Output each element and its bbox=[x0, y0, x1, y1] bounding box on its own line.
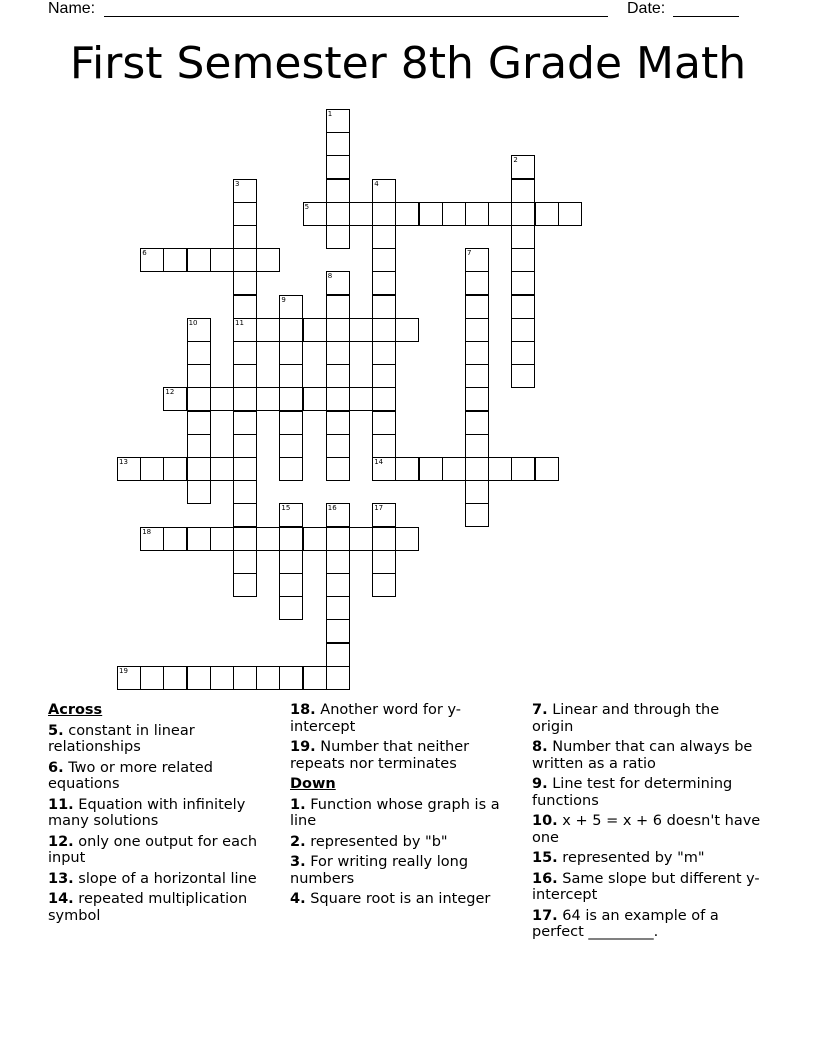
crossword-cell[interactable] bbox=[233, 318, 257, 342]
clue-item bbox=[290, 891, 522, 908]
clue-number: 14 bbox=[374, 458, 384, 466]
clue-number: 19 bbox=[119, 666, 128, 675]
crossword-cell[interactable] bbox=[163, 527, 187, 551]
crossword-cell[interactable] bbox=[326, 225, 350, 249]
crossword-cell[interactable] bbox=[233, 550, 257, 574]
clue-item-number: 19. bbox=[290, 739, 316, 755]
crossword-cell[interactable] bbox=[372, 179, 396, 203]
clue-number: 18 bbox=[142, 527, 152, 536]
crossword-cell[interactable] bbox=[140, 527, 164, 551]
clue-section-heading: Across bbox=[48, 702, 103, 718]
crossword-cell[interactable] bbox=[233, 434, 257, 458]
clue-number: 13 bbox=[119, 458, 128, 466]
crossword-cell[interactable] bbox=[511, 364, 535, 388]
crossword-cell[interactable] bbox=[326, 411, 350, 435]
crossword-cell[interactable] bbox=[395, 457, 419, 481]
clue-number: 15 bbox=[281, 504, 291, 513]
crossword-cell[interactable] bbox=[233, 573, 257, 597]
crossword-cell[interactable] bbox=[233, 202, 257, 226]
crossword-cell[interactable] bbox=[511, 271, 535, 295]
crossword-cell[interactable] bbox=[326, 341, 350, 365]
crossword-cell[interactable] bbox=[163, 457, 187, 481]
crossword-cell[interactable] bbox=[372, 550, 396, 574]
crossword-cell[interactable] bbox=[511, 155, 535, 179]
crossword-cell[interactable] bbox=[326, 132, 350, 156]
clue-number: 7 bbox=[467, 249, 472, 258]
clue-item bbox=[48, 760, 280, 793]
clue-item-text: Two or more related equations bbox=[48, 759, 213, 792]
crossword-cell[interactable] bbox=[279, 364, 303, 388]
clue-item-number: 5. bbox=[48, 722, 64, 739]
clue-item-text: For writing really long numbers bbox=[290, 854, 469, 887]
crossword-cell[interactable] bbox=[511, 457, 535, 481]
crossword-cell[interactable] bbox=[511, 318, 535, 342]
clue-number: 16 bbox=[327, 504, 337, 513]
clue-number: 9 bbox=[281, 295, 286, 304]
crossword-cell[interactable] bbox=[326, 619, 350, 643]
crossword-cell[interactable] bbox=[349, 527, 373, 551]
crossword-cell[interactable] bbox=[233, 341, 257, 365]
crossword-cell[interactable] bbox=[256, 387, 280, 411]
clue-item bbox=[532, 776, 764, 809]
crossword-cell[interactable] bbox=[256, 527, 280, 551]
clue-number: 17 bbox=[374, 504, 384, 513]
crossword-cell[interactable] bbox=[210, 666, 234, 690]
clue-item-text: Square root is an integer bbox=[310, 891, 491, 907]
crossword-cell[interactable] bbox=[326, 271, 350, 295]
clue-item bbox=[48, 891, 280, 924]
page-title: First Semester 8th Grade Math bbox=[69, 38, 747, 89]
clue-item-text: Number that neither repeats nor terminates bbox=[290, 739, 470, 772]
clue-item bbox=[532, 739, 764, 772]
crossword-cell[interactable] bbox=[372, 202, 396, 226]
crossword-cell[interactable] bbox=[210, 248, 234, 272]
crossword-cell[interactable] bbox=[372, 225, 396, 249]
clue-number: 5 bbox=[304, 202, 310, 211]
crossword-cell[interactable] bbox=[233, 666, 257, 690]
crossword-cell[interactable] bbox=[233, 364, 257, 388]
crossword-cell[interactable] bbox=[465, 434, 489, 458]
crossword-cell[interactable] bbox=[210, 457, 234, 481]
crossword-cell[interactable] bbox=[233, 295, 257, 319]
crossword-cell[interactable] bbox=[326, 643, 350, 667]
clue-number: 11 bbox=[235, 318, 244, 327]
crossword-cell[interactable] bbox=[163, 666, 187, 690]
clue-item-text: only one output for each input bbox=[48, 833, 258, 866]
crossword-cell[interactable] bbox=[442, 202, 466, 226]
crossword-cell[interactable] bbox=[303, 387, 327, 411]
crossword-cell[interactable] bbox=[256, 666, 280, 690]
clue-item bbox=[48, 723, 280, 756]
crossword-cell[interactable] bbox=[465, 202, 489, 226]
crossword-cell[interactable] bbox=[279, 503, 303, 527]
crossword-cell[interactable] bbox=[187, 411, 211, 435]
clue-item-number: 11. bbox=[48, 796, 74, 813]
crossword-cell[interactable] bbox=[395, 318, 419, 342]
crossword-cell[interactable] bbox=[349, 202, 373, 226]
crossword-cell[interactable] bbox=[511, 295, 535, 319]
clue-item-number: 4. bbox=[290, 891, 306, 907]
crossword-cell[interactable] bbox=[233, 411, 257, 435]
clue-section-heading: Down bbox=[290, 776, 336, 792]
clue-item bbox=[532, 850, 764, 867]
crossword-cell[interactable] bbox=[372, 434, 396, 458]
crossword-cell[interactable] bbox=[117, 666, 141, 690]
clue-item-number: 9. bbox=[532, 776, 548, 792]
crossword-cell[interactable] bbox=[511, 179, 535, 203]
crossword-cell[interactable] bbox=[326, 550, 350, 574]
crossword-cell[interactable] bbox=[372, 527, 396, 551]
crossword-cell[interactable] bbox=[163, 387, 187, 411]
clue-number: 12 bbox=[165, 388, 175, 397]
crossword-cell[interactable] bbox=[279, 341, 303, 365]
crossword-cell[interactable] bbox=[187, 387, 211, 411]
crossword-cell[interactable] bbox=[279, 573, 303, 597]
crossword-cell[interactable] bbox=[326, 596, 350, 620]
crossword-cell[interactable] bbox=[233, 248, 257, 272]
clue-item bbox=[290, 702, 522, 735]
crossword-cell[interactable] bbox=[187, 318, 211, 342]
crossword-cell[interactable] bbox=[326, 109, 350, 133]
crossword-cell[interactable] bbox=[511, 225, 535, 249]
crossword-cell[interactable] bbox=[372, 364, 396, 388]
crossword-cell[interactable] bbox=[465, 480, 489, 504]
crossword-cell[interactable] bbox=[465, 503, 489, 527]
crossword-cell[interactable] bbox=[303, 666, 327, 690]
clue-item-text: repeated multiplication symbol bbox=[48, 891, 248, 924]
crossword-cell[interactable] bbox=[465, 411, 489, 435]
crossword-cell[interactable] bbox=[187, 457, 211, 481]
crossword-cell[interactable] bbox=[465, 248, 489, 272]
crossword-cell[interactable] bbox=[279, 387, 303, 411]
clue-item-number: 7. bbox=[532, 702, 548, 718]
crossword-cell[interactable] bbox=[372, 573, 396, 597]
name-label: Name: bbox=[48, 0, 96, 17]
crossword-cell[interactable] bbox=[326, 503, 350, 527]
clue-item-text: Line test for determining functions bbox=[532, 776, 733, 809]
crossword-cell[interactable] bbox=[372, 248, 396, 272]
crossword-cell[interactable] bbox=[326, 457, 350, 481]
crossword-cell[interactable] bbox=[326, 179, 350, 203]
clue-item-number: 17. bbox=[532, 907, 558, 924]
crossword-cell[interactable] bbox=[349, 387, 373, 411]
crossword-cell[interactable] bbox=[233, 225, 257, 249]
crossword-cell[interactable] bbox=[372, 387, 396, 411]
crossword-cell[interactable] bbox=[279, 596, 303, 620]
crossword-cell[interactable] bbox=[465, 364, 489, 388]
clue-item-text: Another word for y-intercept bbox=[290, 702, 461, 735]
crossword-cell[interactable] bbox=[326, 573, 350, 597]
clue-item bbox=[48, 797, 280, 830]
clue-column-3 bbox=[532, 702, 764, 945]
crossword-cell[interactable] bbox=[326, 202, 350, 226]
clue-column-1 bbox=[48, 702, 280, 928]
crossword-cell[interactable] bbox=[511, 248, 535, 272]
clue-number: 2 bbox=[513, 156, 518, 165]
clue-item bbox=[532, 813, 764, 846]
crossword-cell[interactable] bbox=[279, 666, 303, 690]
clue-item-text: slope of a horizontal line bbox=[78, 870, 257, 887]
crossword-cell[interactable] bbox=[372, 341, 396, 365]
crossword-cell[interactable] bbox=[419, 457, 443, 481]
crossword-cell[interactable] bbox=[395, 202, 419, 226]
clue-item-text: Number that can always be written as a ratio bbox=[532, 739, 753, 772]
crossword-cell[interactable] bbox=[233, 179, 257, 203]
crossword-cell[interactable] bbox=[279, 527, 303, 551]
crossword-cell[interactable] bbox=[279, 411, 303, 435]
clue-item-number: 14. bbox=[48, 891, 74, 907]
crossword-cell[interactable] bbox=[372, 411, 396, 435]
clue-item-text: Linear and through the origin bbox=[532, 702, 720, 735]
clue-item-text: represented by "m" bbox=[562, 850, 705, 866]
clue-number: 8 bbox=[327, 272, 333, 281]
crossword-cell[interactable] bbox=[442, 457, 466, 481]
crossword-cell[interactable] bbox=[488, 457, 512, 481]
clue-column-2 bbox=[290, 702, 522, 912]
clue-item bbox=[290, 854, 522, 887]
clue-number: 1 bbox=[327, 110, 333, 118]
clue-item-number: 18. bbox=[290, 702, 316, 718]
crossword-cell[interactable] bbox=[187, 527, 211, 551]
clue-item-number: 1. bbox=[290, 796, 306, 813]
crossword-cell[interactable] bbox=[140, 666, 164, 690]
clue-item-number: 6. bbox=[48, 759, 64, 776]
clue-item-number: 15. bbox=[532, 850, 558, 866]
clue-item-number: 2. bbox=[290, 833, 306, 850]
clue-item-number: 10. bbox=[532, 813, 558, 829]
date-label: Date: bbox=[627, 0, 666, 17]
crossword-cell[interactable] bbox=[117, 457, 141, 481]
crossword-cell[interactable] bbox=[279, 295, 303, 319]
crossword-cell[interactable] bbox=[372, 295, 396, 319]
clue-number: 10 bbox=[188, 318, 198, 327]
crossword-cell[interactable] bbox=[233, 387, 257, 411]
crossword-cell[interactable] bbox=[187, 341, 211, 365]
clue-item-number: 13. bbox=[48, 870, 74, 887]
crossword-cell[interactable] bbox=[326, 155, 350, 179]
clue-item-number: 8. bbox=[532, 739, 548, 755]
crossword-cell[interactable] bbox=[326, 666, 350, 690]
crossword-cell[interactable] bbox=[187, 666, 211, 690]
crossword-cell[interactable] bbox=[233, 457, 257, 481]
crossword-cell[interactable] bbox=[256, 248, 280, 272]
crossword-cell[interactable] bbox=[303, 202, 327, 226]
clue-item-text: represented by "b" bbox=[310, 833, 448, 850]
crossword-cell[interactable] bbox=[535, 202, 559, 226]
crossword-cell[interactable] bbox=[233, 271, 257, 295]
clue-item-text: 64 is an example of a perfect _________. bbox=[532, 907, 719, 940]
clue-item bbox=[290, 739, 522, 772]
crossword-cell[interactable] bbox=[511, 341, 535, 365]
crossword-cell[interactable] bbox=[279, 318, 303, 342]
crossword-cell[interactable] bbox=[488, 202, 512, 226]
clue-item-number: 12. bbox=[48, 833, 74, 850]
crossword-cell[interactable] bbox=[210, 387, 234, 411]
crossword-cell[interactable] bbox=[465, 341, 489, 365]
clue-item bbox=[532, 702, 764, 735]
crossword-cell[interactable] bbox=[465, 271, 489, 295]
crossword-cell[interactable] bbox=[326, 318, 350, 342]
crossword-cell[interactable] bbox=[210, 527, 234, 551]
crossword-cell[interactable] bbox=[535, 457, 559, 481]
crossword-cell[interactable] bbox=[326, 364, 350, 388]
crossword-cell[interactable] bbox=[465, 457, 489, 481]
clue-item-text: Function whose graph is a line bbox=[290, 796, 500, 829]
crossword-cell[interactable] bbox=[465, 295, 489, 319]
clue-item-text: Equation with infinitely many solutions bbox=[48, 796, 246, 829]
crossword-cell[interactable] bbox=[279, 457, 303, 481]
crossword-cell[interactable] bbox=[419, 202, 443, 226]
crossword-cell[interactable] bbox=[187, 364, 211, 388]
clue-item-text: Same slope but different y-intercept bbox=[532, 870, 760, 903]
crossword-cell[interactable] bbox=[256, 318, 280, 342]
clue-item bbox=[532, 908, 764, 941]
crossword-cell[interactable] bbox=[163, 248, 187, 272]
clue-item bbox=[532, 871, 764, 904]
crossword-cell[interactable] bbox=[233, 480, 257, 504]
clue-number: 4 bbox=[374, 179, 379, 188]
crossword-cell[interactable] bbox=[326, 295, 350, 319]
crossword-cell[interactable] bbox=[558, 202, 582, 226]
clue-item bbox=[48, 871, 280, 888]
clue-item-number: 16. bbox=[532, 870, 558, 887]
crossword-cell[interactable] bbox=[233, 527, 257, 551]
crossword-cell[interactable] bbox=[303, 318, 327, 342]
crossword-cell[interactable] bbox=[187, 248, 211, 272]
crossword-cell[interactable] bbox=[303, 527, 327, 551]
crossword-cell[interactable] bbox=[511, 202, 535, 226]
clue-item-text: x + 5 = x + 6 doesn't have one bbox=[532, 813, 761, 846]
crossword-cell[interactable] bbox=[326, 527, 350, 551]
clue-item bbox=[48, 834, 280, 867]
crossword-cell[interactable] bbox=[140, 457, 164, 481]
clue-item-text: constant in linear relationships bbox=[48, 722, 195, 755]
clue-number: 6 bbox=[142, 249, 147, 258]
crossword-cell[interactable] bbox=[279, 550, 303, 574]
crossword-cell[interactable] bbox=[326, 387, 350, 411]
crossword-cell[interactable] bbox=[326, 434, 350, 458]
crossword-cell[interactable] bbox=[395, 527, 419, 551]
clue-item bbox=[290, 834, 522, 851]
clue-number: 3 bbox=[235, 179, 240, 188]
crossword-cell[interactable] bbox=[187, 480, 211, 504]
crossword-cell[interactable] bbox=[372, 457, 396, 481]
crossword-cell[interactable] bbox=[279, 434, 303, 458]
crossword-cell[interactable] bbox=[465, 387, 489, 411]
crossword-cell[interactable] bbox=[187, 434, 211, 458]
crossword-cell[interactable] bbox=[140, 248, 164, 272]
crossword-cell[interactable] bbox=[233, 503, 257, 527]
crossword-cell[interactable] bbox=[372, 503, 396, 527]
clue-item bbox=[290, 797, 522, 830]
crossword-cell[interactable] bbox=[372, 271, 396, 295]
crossword-cell[interactable] bbox=[372, 318, 396, 342]
crossword-cell[interactable] bbox=[349, 318, 373, 342]
crossword-cell[interactable] bbox=[465, 318, 489, 342]
clue-item-number: 3. bbox=[290, 854, 306, 870]
